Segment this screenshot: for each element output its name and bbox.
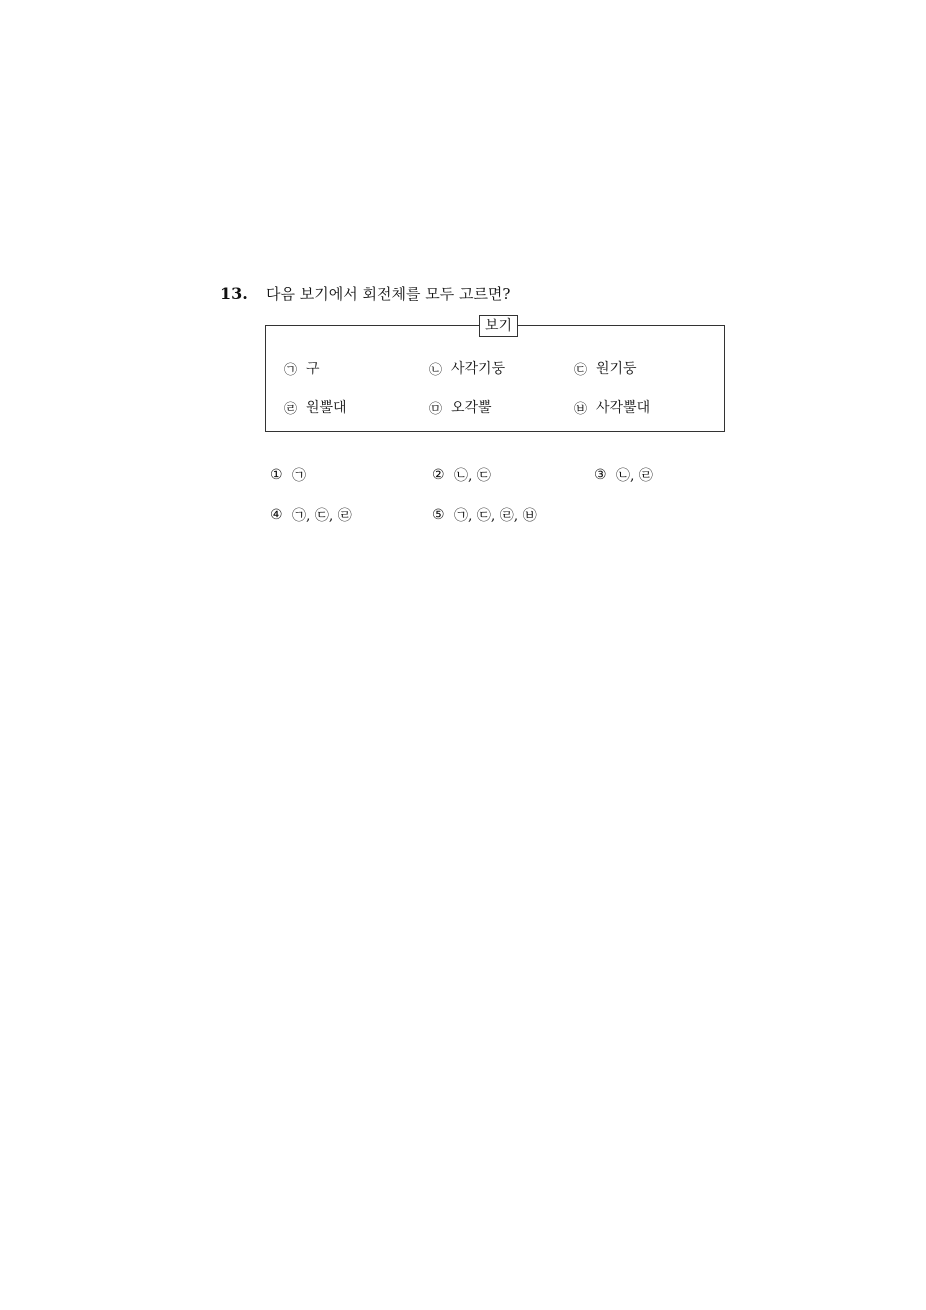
bogi-item-label: 원기둥 — [596, 361, 637, 377]
answer-choice-2[interactable] — [432, 465, 594, 485]
question-text: 다음 보기에서 회전체를 모두 고르면? — [266, 285, 511, 303]
choice-answer: ㉡, ㉣ — [616, 468, 653, 484]
bogi-item-label: 사각뿔대 — [596, 400, 651, 416]
bogi-item — [284, 358, 429, 378]
bogi-item-marker: ㉡ — [429, 362, 443, 378]
answer-choice-4[interactable] — [270, 505, 432, 525]
bogi-item-marker: ㉢ — [574, 362, 588, 378]
bogi-item-marker: ㉥ — [574, 401, 588, 417]
bogi-title: 보기 — [479, 315, 518, 337]
bogi-item-marker: ㉣ — [284, 401, 298, 417]
answer-choice-1[interactable] — [270, 465, 432, 485]
answer-choice-5[interactable] — [432, 505, 594, 525]
answer-choice-3[interactable] — [594, 465, 704, 485]
choice-answer: ㉡, ㉢ — [454, 468, 491, 484]
choice-answer: ㉠ — [292, 468, 306, 484]
bogi-item-marker: ㉤ — [429, 401, 443, 417]
question-number: 13. — [220, 284, 248, 303]
bogi-item-label: 오각뿔 — [451, 400, 492, 416]
bogi-item — [429, 397, 574, 417]
choice-number: ① — [270, 467, 283, 483]
choice-number: ④ — [270, 507, 283, 523]
choice-answer: ㉠, ㉢, ㉣ — [292, 508, 352, 524]
question-header — [220, 283, 740, 307]
bogi-item-grid — [284, 358, 714, 417]
choice-row — [270, 505, 710, 525]
choice-row — [270, 465, 710, 485]
bogi-item-label: 사각기둥 — [451, 361, 506, 377]
choice-number: ③ — [594, 467, 607, 483]
choice-number: ⑤ — [432, 507, 445, 523]
bogi-item-label: 구 — [306, 361, 320, 377]
bogi-item-label: 원뿔대 — [306, 400, 347, 416]
bogi-item — [284, 397, 429, 417]
bogi-item — [429, 358, 574, 378]
answer-choices — [270, 465, 710, 545]
bogi-item-marker: ㉠ — [284, 362, 298, 378]
bogi-box — [265, 318, 725, 432]
question-13 — [220, 283, 740, 524]
choice-number: ② — [432, 467, 445, 483]
choice-answer: ㉠, ㉢, ㉣, ㉥ — [454, 508, 537, 524]
bogi-item — [574, 397, 714, 417]
bogi-item — [574, 358, 714, 378]
